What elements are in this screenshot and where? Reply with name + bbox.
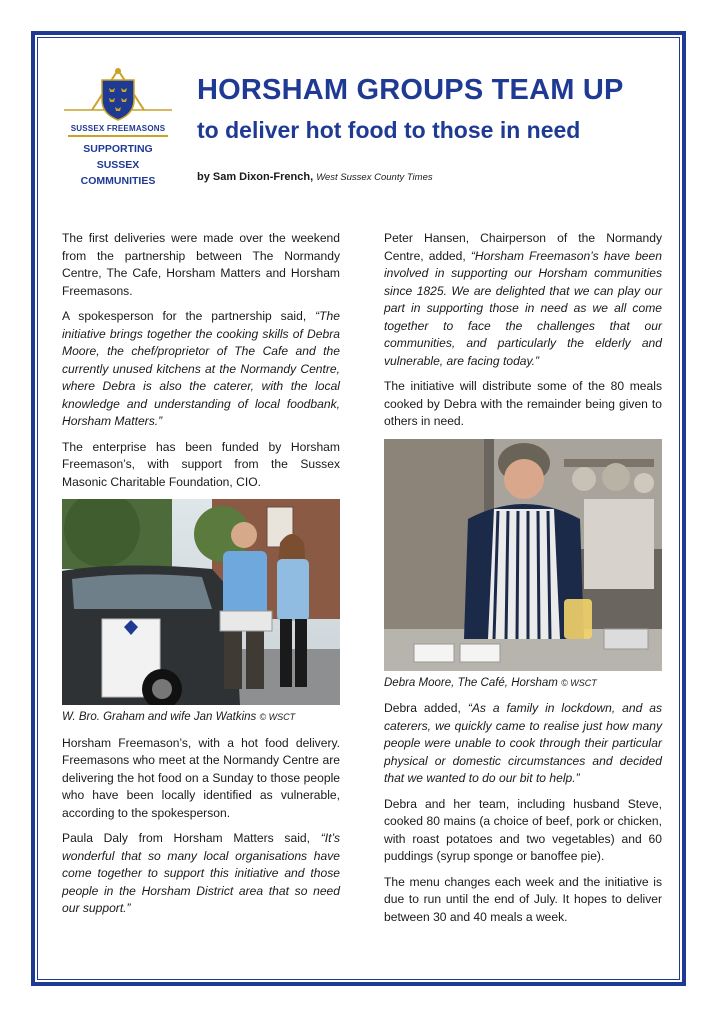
quote: “It’s wonderful that so many local organisations have come together to support this initiative and those people in the Horsham District area that so need our support.” — [62, 831, 340, 915]
publication-name: West Sussex County Times — [316, 172, 433, 183]
logo-tagline-line: SUSSEX — [96, 159, 140, 171]
paragraph: Debra and her team, including husband Steve, cooked 80 mains (a choice of beef, pork or chicken, with roast potatoes and two vegetables) and 60 puddings (syrup sponge or banoffee pie). — [384, 796, 662, 863]
paragraph — [62, 308, 340, 431]
paragraph-intro: A spokesperson for the partnership said, — [62, 309, 316, 323]
subheadline: to deliver hot food to those in need — [197, 117, 581, 143]
photo-graham-jan-watkins — [62, 499, 340, 705]
paragraph — [384, 700, 662, 788]
photo-caption — [384, 675, 662, 693]
paragraph: The initiative will distribute some of the 80 meals cooked by Debra with the remainder being given to others in need. — [384, 379, 662, 428]
paragraph — [384, 230, 662, 370]
headline: HORSHAM GROUPS TEAM UP — [197, 74, 624, 106]
caption-text: W. Bro. Graham and wife Jan Watkins — [62, 711, 257, 723]
paragraph-intro: Paula Daly from Horsham Matters said, — [62, 831, 321, 845]
quote: “The initiative brings together the cooking skills of Debra Moore, the chef/proprietor of The Cafe and the currently unused kitchens at the Normandy Centre, where Debra is also the caterer, with the local knowledge and understanding of local foodbank, Horsham Matters.” — [62, 309, 340, 428]
logo-tagline-line: SUPPORTING — [83, 143, 153, 155]
author-name: by Sam Dixon-French, — [197, 171, 314, 183]
paragraph: Horsham Freemason’s, with a hot food delivery. Freemasons who meet at the Normandy Centre are delivering the hot food on a Sunday to those people who have been locally identified as vulnerable, according to the spokesperson. — [62, 735, 340, 820]
caption-text: Debra Moore, The Café, Horsham — [384, 676, 558, 689]
sussex-freemasons-logo — [62, 66, 174, 189]
logo-tagline — [62, 141, 174, 189]
logo-tagline-line: COMMUNITIES — [80, 175, 156, 187]
paragraph-intro: Debra added, — [384, 701, 468, 715]
paragraph: The first deliveries were made over the weekend from the partnership between The Normandy Centre, The Cafe, Horsham Matters and Horsham Freemasons. — [62, 231, 340, 298]
photo-debra-moore — [384, 439, 662, 671]
quote: “Horsham Freemason’s have been involved in supporting our Horsham communities since 1825. We are delighted that we can play our part in supporting those in need as we all come together to face the challenges that our communities, and particularly the elderly and vulnerable, are facing today.” — [384, 248, 662, 368]
right-column — [384, 230, 662, 934]
paragraph: The menu changes each week and the initiative is due to run until the end of July. It hopes to deliver between 30 and 40 meals a week. — [384, 874, 662, 924]
photo-caption — [62, 709, 340, 727]
masonic-crest-icon — [62, 66, 174, 124]
paragraph — [62, 830, 340, 918]
logo-org-name: SUSSEX FREEMASONS — [70, 124, 166, 133]
left-column — [62, 230, 340, 926]
quote: “As a family in lockdown, and as caterers, we quickly came to realise just how many people were unable to cook through their particular physical or domestic circumstances and decided that we wanted to do our bit to help.” — [384, 701, 663, 785]
logo-divider — [68, 135, 168, 137]
paragraph-intro: Peter Hansen, Chairperson of the Normandy Centre, added, — [384, 231, 662, 263]
caption-credit: © WSCT — [561, 677, 597, 688]
byline — [197, 171, 433, 183]
paragraph: The enterprise has been funded by Horsham Freemason’s, with support from the Sussex Masonic Charitable Foundation, CIO. — [62, 439, 340, 489]
caption-credit: © WSCT — [259, 712, 296, 722]
